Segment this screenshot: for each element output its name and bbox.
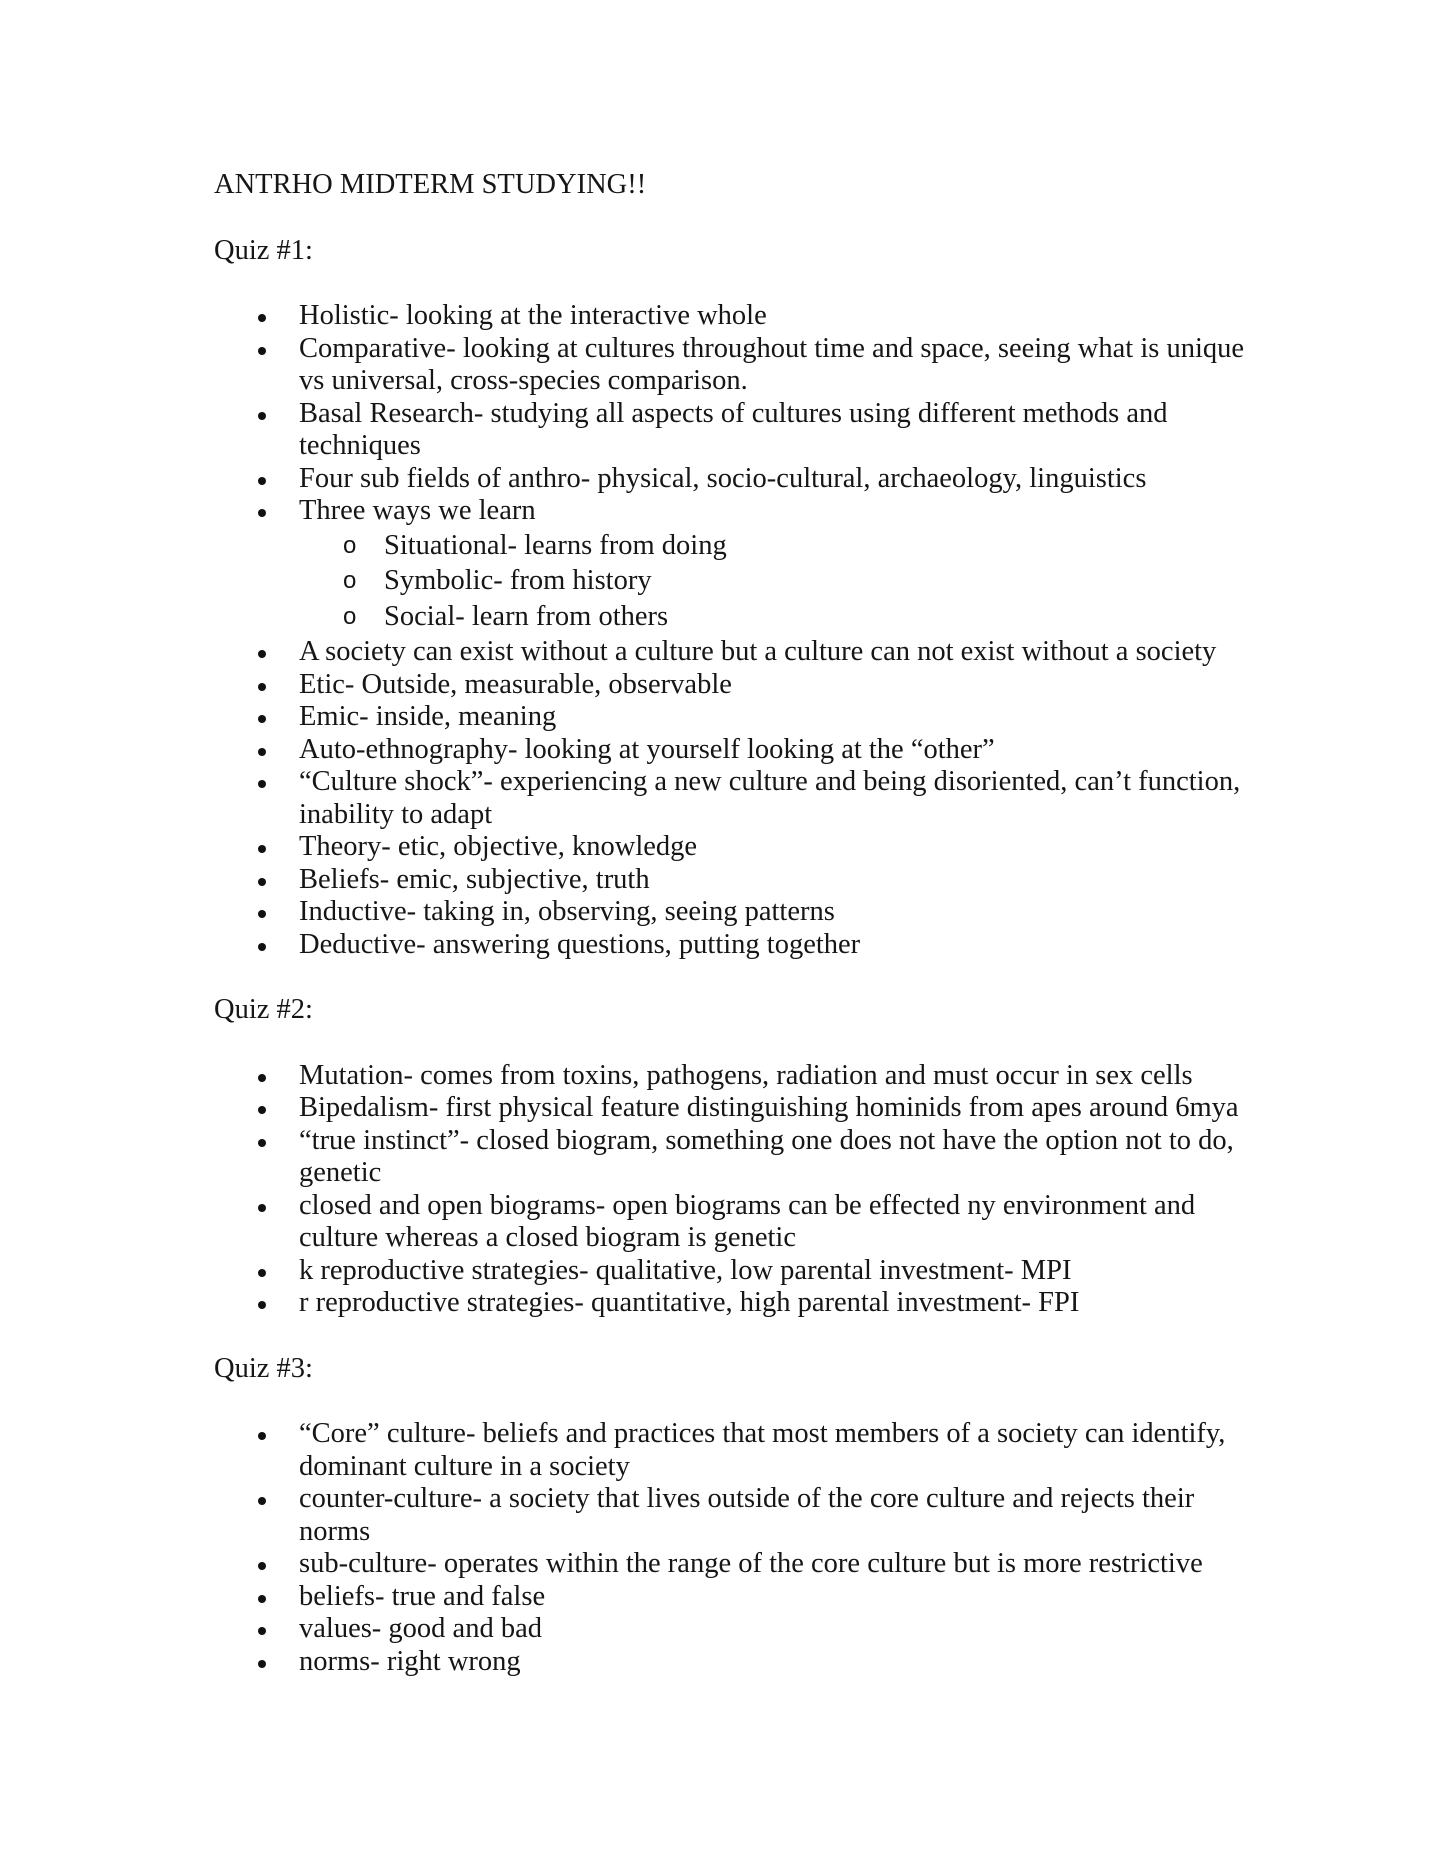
list-item-text: k reproductive strategies- qualitative, low parental investment- MPI xyxy=(299,1254,1072,1286)
list-item xyxy=(214,864,1256,897)
list-item xyxy=(214,1646,1256,1679)
spacer xyxy=(214,1678,1256,1711)
list-item-text: r reproductive strategies- quantitative, high parental investment- FPI xyxy=(299,1287,1080,1318)
bullet-list-quiz-3 xyxy=(214,1418,1256,1678)
list-item-text: “Culture shock”- experiencing a new culture and being disoriented, can’t function, inability to adapt xyxy=(299,766,1241,830)
list-item xyxy=(214,1060,1256,1093)
list-item-text: Mutation- comes from toxins, pathogens, radiation and must occur in sex cells xyxy=(299,1059,1193,1091)
list-item xyxy=(214,1287,1256,1320)
list-item xyxy=(214,929,1256,962)
sub-list-item xyxy=(299,601,1256,634)
list-item xyxy=(214,669,1256,702)
list-item xyxy=(214,701,1256,734)
bullet-icon xyxy=(258,910,266,918)
bullet-icon xyxy=(258,1139,266,1147)
bullet-icon xyxy=(258,1595,266,1603)
list-item xyxy=(214,333,1256,398)
sub-list xyxy=(299,530,1256,634)
bullet-icon xyxy=(258,715,266,723)
bullet-icon xyxy=(258,1301,266,1309)
sub-list-item-text: Situational- learns from doing xyxy=(384,529,727,561)
section-heading-quiz-3: Quiz #3: xyxy=(214,1352,313,1384)
list-item-text: sub-culture- operates within the range of the core culture but is more restrictive xyxy=(299,1548,1203,1579)
bullet-icon xyxy=(258,477,266,485)
bullet-list-quiz-2 xyxy=(214,1060,1256,1320)
sub-list-item-text: Social- learn from others xyxy=(384,600,669,632)
bullet-icon xyxy=(258,412,266,420)
list-item xyxy=(214,1092,1256,1125)
circle-bullet-icon: o xyxy=(343,602,357,630)
list-item-text: “true instinct”- closed biogram, something one does not have the option not to do, genetic xyxy=(299,1124,1234,1188)
circle-bullet-icon: o xyxy=(343,531,357,559)
bullet-icon xyxy=(258,943,266,951)
sub-list-item-text: Symbolic- from history xyxy=(384,565,652,596)
bullet-list-quiz-1 xyxy=(214,300,1256,961)
bullet-icon xyxy=(258,1432,266,1440)
list-item-text: norms- right wrong xyxy=(299,1645,521,1677)
bullet-icon xyxy=(258,845,266,853)
list-item xyxy=(214,896,1256,929)
bullet-icon xyxy=(258,748,266,756)
list-item-text: Auto-ethnography- looking at yourself looking at the “other” xyxy=(299,733,995,765)
list-item xyxy=(214,1125,1256,1190)
sections-container xyxy=(214,235,1256,1712)
spacer xyxy=(214,202,1256,235)
list-item-text: Holistic- looking at the interactive whole xyxy=(299,300,767,331)
bullet-icon xyxy=(258,650,266,658)
list-item xyxy=(214,1581,1256,1614)
sub-list-item xyxy=(299,565,1256,598)
bullet-icon xyxy=(258,314,266,322)
list-item-text: Inductive- taking in, observing, seeing patterns xyxy=(299,896,835,927)
list-item-text: “Core” culture- beliefs and practices that most members of a society can identify, dominant culture in a society xyxy=(299,1418,1226,1482)
list-item-text: closed and open biograms- open biograms can be effected ny environment and culture whereas a closed biogram is genetic xyxy=(299,1189,1196,1253)
list-item xyxy=(214,766,1256,831)
list-item xyxy=(214,1190,1256,1255)
list-item-text: Emic- inside, meaning xyxy=(299,701,557,732)
list-item-text: Theory- etic, objective, knowledge xyxy=(299,831,698,862)
list-item xyxy=(214,831,1256,864)
list-item-text: Three ways we learn xyxy=(299,495,536,526)
bullet-icon xyxy=(258,683,266,691)
list-item xyxy=(214,463,1256,496)
list-item-text: Comparative- looking at cultures throughout time and space, seeing what is unique vs universal, cross-species comparison. xyxy=(299,332,1245,396)
bullet-icon xyxy=(258,1074,266,1082)
circle-bullet-icon: o xyxy=(343,567,357,594)
list-item xyxy=(214,495,1256,633)
list-item-text: Basal Research- studying all aspects of cultures using different methods and techniques xyxy=(299,397,1168,461)
bullet-icon xyxy=(258,1627,266,1635)
sub-list-item xyxy=(299,530,1256,563)
list-item xyxy=(214,636,1256,669)
list-item xyxy=(214,398,1256,463)
bullet-icon xyxy=(258,878,266,886)
spacer xyxy=(214,961,1256,994)
spacer xyxy=(214,1027,1256,1060)
bullet-icon xyxy=(258,1106,266,1114)
list-item-text: Etic- Outside, measurable, observable xyxy=(299,668,732,700)
list-item xyxy=(214,1418,1256,1483)
spacer xyxy=(214,1385,1256,1418)
spacer xyxy=(214,267,1256,300)
list-item-text: A society can exist without a culture but a culture can not exist without a society xyxy=(299,636,1217,667)
bullet-icon xyxy=(258,1660,266,1668)
section-heading-quiz-1: Quiz #1: xyxy=(214,234,313,266)
list-item xyxy=(214,734,1256,767)
bullet-icon xyxy=(258,347,266,355)
list-item-text: Beliefs- emic, subjective, truth xyxy=(299,863,650,895)
list-item xyxy=(214,1255,1256,1288)
list-item-text: Bipedalism- first physical feature distinguishing hominids from apes around 6mya xyxy=(299,1092,1239,1123)
list-item-text: beliefs- true and false xyxy=(299,1580,546,1612)
bullet-icon xyxy=(258,1204,266,1212)
bullet-icon xyxy=(258,780,266,788)
section-heading-quiz-2: Quiz #2: xyxy=(214,994,313,1025)
list-item xyxy=(214,300,1256,333)
list-item xyxy=(214,1613,1256,1646)
bullet-icon xyxy=(258,1562,266,1570)
document-title: ANTRHO MIDTERM STUDYING!! xyxy=(214,169,647,200)
spacer xyxy=(214,1320,1256,1353)
list-item xyxy=(214,1483,1256,1548)
list-item xyxy=(214,1548,1256,1581)
bullet-icon xyxy=(258,509,266,517)
list-item-text: Four sub fields of anthro- physical, socio-cultural, archaeology, linguistics xyxy=(299,462,1147,494)
bullet-icon xyxy=(258,1269,266,1277)
list-item-text: Deductive- answering questions, putting together xyxy=(299,928,861,960)
list-item-text: values- good and bad xyxy=(299,1613,542,1644)
list-item-text: counter-culture- a society that lives outside of the core culture and rejects their norms xyxy=(299,1483,1195,1547)
bullet-icon xyxy=(258,1497,266,1505)
